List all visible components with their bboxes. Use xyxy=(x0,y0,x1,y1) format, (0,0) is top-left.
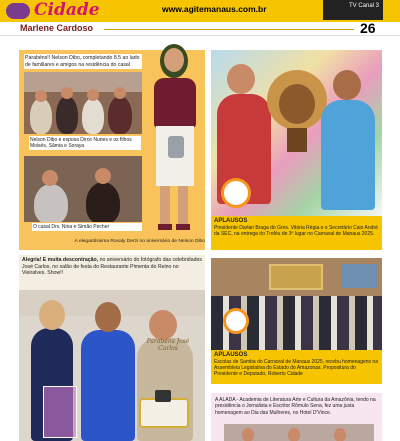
logo-icon xyxy=(6,3,30,19)
cidade-logo xyxy=(6,0,100,20)
byline-bar xyxy=(0,22,400,36)
panel5-text: A ALADA - Academia de Literatura Arte e Cultura da Amazônia, tendo na presidência o Jornalista e Escritor Rômulo Sena, fez uma justa homenagem ao Dia das Mulheres, no Hotel D'Vince. xyxy=(215,397,376,416)
page-number: 26 xyxy=(360,20,376,36)
rosaly-derzi-photo xyxy=(146,40,204,234)
rosaly-caption: A elegantíssima Rosaly Derzi no aniversário de Nelson Dibo xyxy=(74,239,205,244)
trophy-photo xyxy=(211,50,382,216)
panel3-lead: Alegria! E muita descontração, xyxy=(22,257,99,263)
panel1-intro: Parabéns!! Nelson Dibo, completando 8.5 ao lado de familiares e amigos na residência do casal xyxy=(24,54,142,69)
birthday-photo xyxy=(19,290,205,441)
panel4-text: Escolas de Samba do Carnaval de Manaus 2025, recebu homenagens na Assembleia Legislativa do Estado do Amazonas. Propositura do Presidente e Deputado, Roberto Cidade xyxy=(214,359,378,378)
masthead xyxy=(0,0,400,22)
panel3-body: no aniversário do fotógrafo das celebridades José Carlos, no salão de festa do Restaurante Pimenta do Reino no Vieiralves. Show!! xyxy=(22,257,202,277)
author-name: Marlene Cardoso xyxy=(20,23,94,33)
panel2-text: Presidente Darlan Braga do Gres. Vitória Régia e o Secretário Caio André da SEC, na entrega do Troféu de 3º lugar no Carnaval de Manaus 2025. xyxy=(214,225,378,238)
family-photo-caption: Nelson Dibo e esposa Dirce Nunes e os filhos Moisés, Sâmia e Soraya xyxy=(29,136,141,150)
tv-badge-text: TV Canal 3 xyxy=(348,3,379,9)
panel4-title: APLAUSOS xyxy=(214,352,248,358)
couple-photo xyxy=(24,156,142,222)
logo-text: Cidade xyxy=(34,0,100,20)
site-url[interactable]: www.agitemanaus.com.br xyxy=(162,4,267,14)
panel3-text xyxy=(22,257,202,277)
family-photo xyxy=(24,72,142,134)
tv-badge xyxy=(323,0,383,20)
couple-photo-caption: O casal Drs. Nina e Simão Pecher xyxy=(32,223,142,231)
divider xyxy=(104,29,354,30)
cake-topper: Parabéns José Carlos xyxy=(146,338,190,352)
assembly-photo xyxy=(211,258,382,350)
panel2-title: APLAUSOS xyxy=(214,218,248,224)
alada-photo xyxy=(224,424,374,441)
